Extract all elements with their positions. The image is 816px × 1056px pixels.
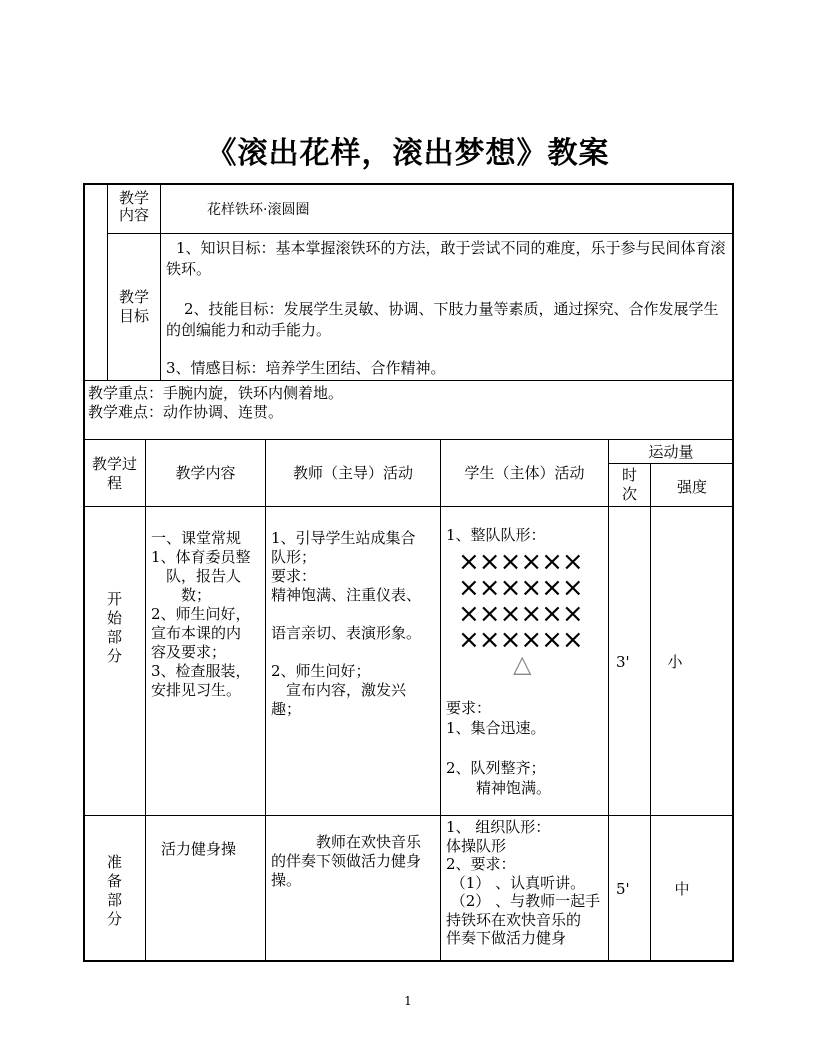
formation-row: ××××××	[458, 547, 583, 577]
teaching-difficulty: 教学难点：动作协调、连贯。	[88, 403, 284, 421]
section-start-time: 3'	[616, 653, 630, 671]
section-start-intensity: 小	[667, 653, 683, 671]
section-prep-content: 活力健身操	[161, 840, 237, 858]
header-time: 时 次	[621, 466, 637, 503]
header-process: 教学过 程	[91, 455, 137, 492]
section-prep-name: 准 备 部 分	[106, 853, 122, 928]
objective-knowledge: 1、知识目标：基本掌握滚铁环的方法，敢于尝试不同的难度，乐于参与民间体育滚铁环。	[166, 239, 726, 278]
teacher-position-triangle-icon: △	[513, 650, 532, 678]
section-prep-time: 5'	[616, 880, 630, 898]
section-start-student-formation-label: 1、整队队形：	[446, 526, 546, 544]
section-prep-student: 1、 组织队形： 体操队形 2、要求： （1） 、认真听讲。 （2） 、与教师一起手 持铁环在欢快音乐的 伴奏下做活力健身	[446, 818, 601, 947]
section-start-content: 一、课堂常规 1、体育委员整 队，报告人 数； 2、师生问好， 宣布本课的内 容及要求； 3、检查服装， 安排见习生。	[151, 529, 251, 699]
content-value: 花样铁环·滚圆圈	[207, 202, 310, 218]
section-start-student-requirements: 要求： 1、集合迅速。 2、队列整齐； 精神饱满。	[446, 699, 552, 797]
header-student: 学生（主体）活动	[464, 464, 585, 482]
objectives-label: 教学 目标	[118, 288, 149, 325]
header-content: 教学内容	[175, 464, 236, 482]
section-start-name: 开 始 部 分	[106, 590, 122, 665]
section-prep-teacher: 教师在欢快音乐 的伴奏下领做活力健身 操。	[271, 833, 422, 889]
document-title: 《滚出花样，滚出梦想》教案	[206, 136, 610, 171]
header-intensity: 强度	[676, 478, 707, 496]
objective-emotion: 3、情感目标：培养学生团结、合作精神。	[166, 359, 446, 377]
formation-row: ××××××	[458, 625, 583, 655]
header-load: 运动量	[648, 443, 694, 461]
formation-row: ××××××	[458, 573, 583, 603]
objective-skill: 2、技能目标：发展学生灵敏、协调、下肢力量等素质，通过探究、合作发展学生的创编能力和动手能力。	[166, 300, 719, 339]
section-start-teacher: 1、引导学生站成集合 队形； 要求： 精神饱满、注重仪表、 语言亲切、表演形象。 2、师生问好； 宣布内容，激发兴 趣；	[271, 529, 422, 718]
teaching-focus: 教学重点：手腕内旋，铁环内侧着地。	[88, 384, 344, 402]
page-number: 1	[404, 994, 412, 1008]
content-label: 教学 内容	[118, 189, 149, 224]
formation-row: ××××××	[458, 599, 583, 629]
section-prep-intensity: 中	[674, 880, 690, 898]
header-teacher: 教师（主导）活动	[292, 464, 413, 482]
